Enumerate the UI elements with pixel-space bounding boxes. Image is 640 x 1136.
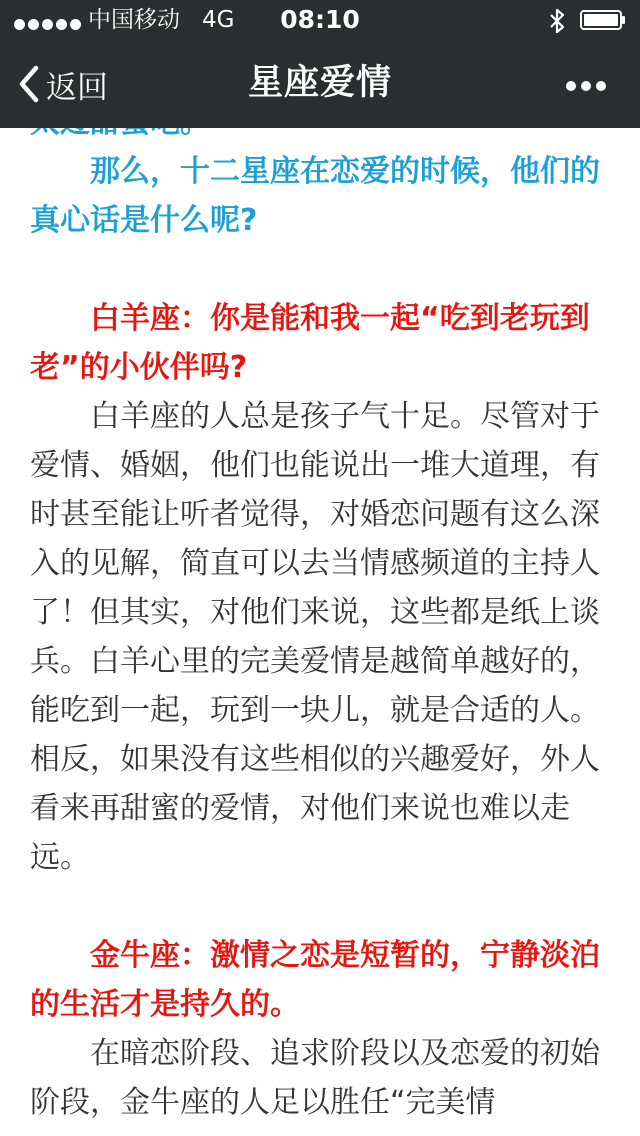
back-label: 返回 [46, 69, 108, 106]
app-header [0, 0, 640, 128]
status-bar [0, 0, 640, 40]
carrier-name: 中国移动 [88, 7, 180, 33]
section-body-taurus: 在暗恋阶段、追求阶段以及恋爱的初始阶段，金牛座的人足以胜任“完美情 [30, 1036, 600, 1120]
section-heading-aries: 白羊座：你是能和我一起“吃到老玩到老”的小伙伴吗? [30, 301, 590, 385]
navigation-bar [0, 40, 640, 128]
ellipsis-icon [566, 81, 576, 91]
bluetooth-icon [548, 8, 566, 34]
page-title: 星座爱情 [247, 63, 392, 103]
section-body-aries: 白羊座的人总是孩子气十足。尽管对于爱情、婚姻，他们也能说出一堆大道理，有时甚至能让听者觉得，对婚恋问题有这么深入的见解，简直可以去当情感频道的主持人了！但其实，对他们来说，这些都是纸上谈兵。白羊心里的完美爱情是越简单越好的，能吃到一起，玩到一块儿，就是合适的人。相反，如果没有这些相似的兴趣爱好，外人看来再甜蜜的爱情，对他们来说也难以走远。 [30, 399, 600, 875]
spacer [30, 882, 610, 931]
network-type: 4G [202, 7, 235, 33]
status-time: 08:10 [280, 5, 360, 34]
more-options-button[interactable] [566, 76, 616, 92]
section-heading-taurus: 金牛座：激情之恋是短暂的，宁静淡泊的生活才是持久的。 [30, 938, 600, 1022]
intro-question: 那么，十二星座在恋爱的时候，他们的真心话是什么呢? [30, 154, 600, 238]
spacer [30, 245, 610, 294]
article-content [30, 98, 610, 1127]
battery-icon [580, 10, 626, 30]
